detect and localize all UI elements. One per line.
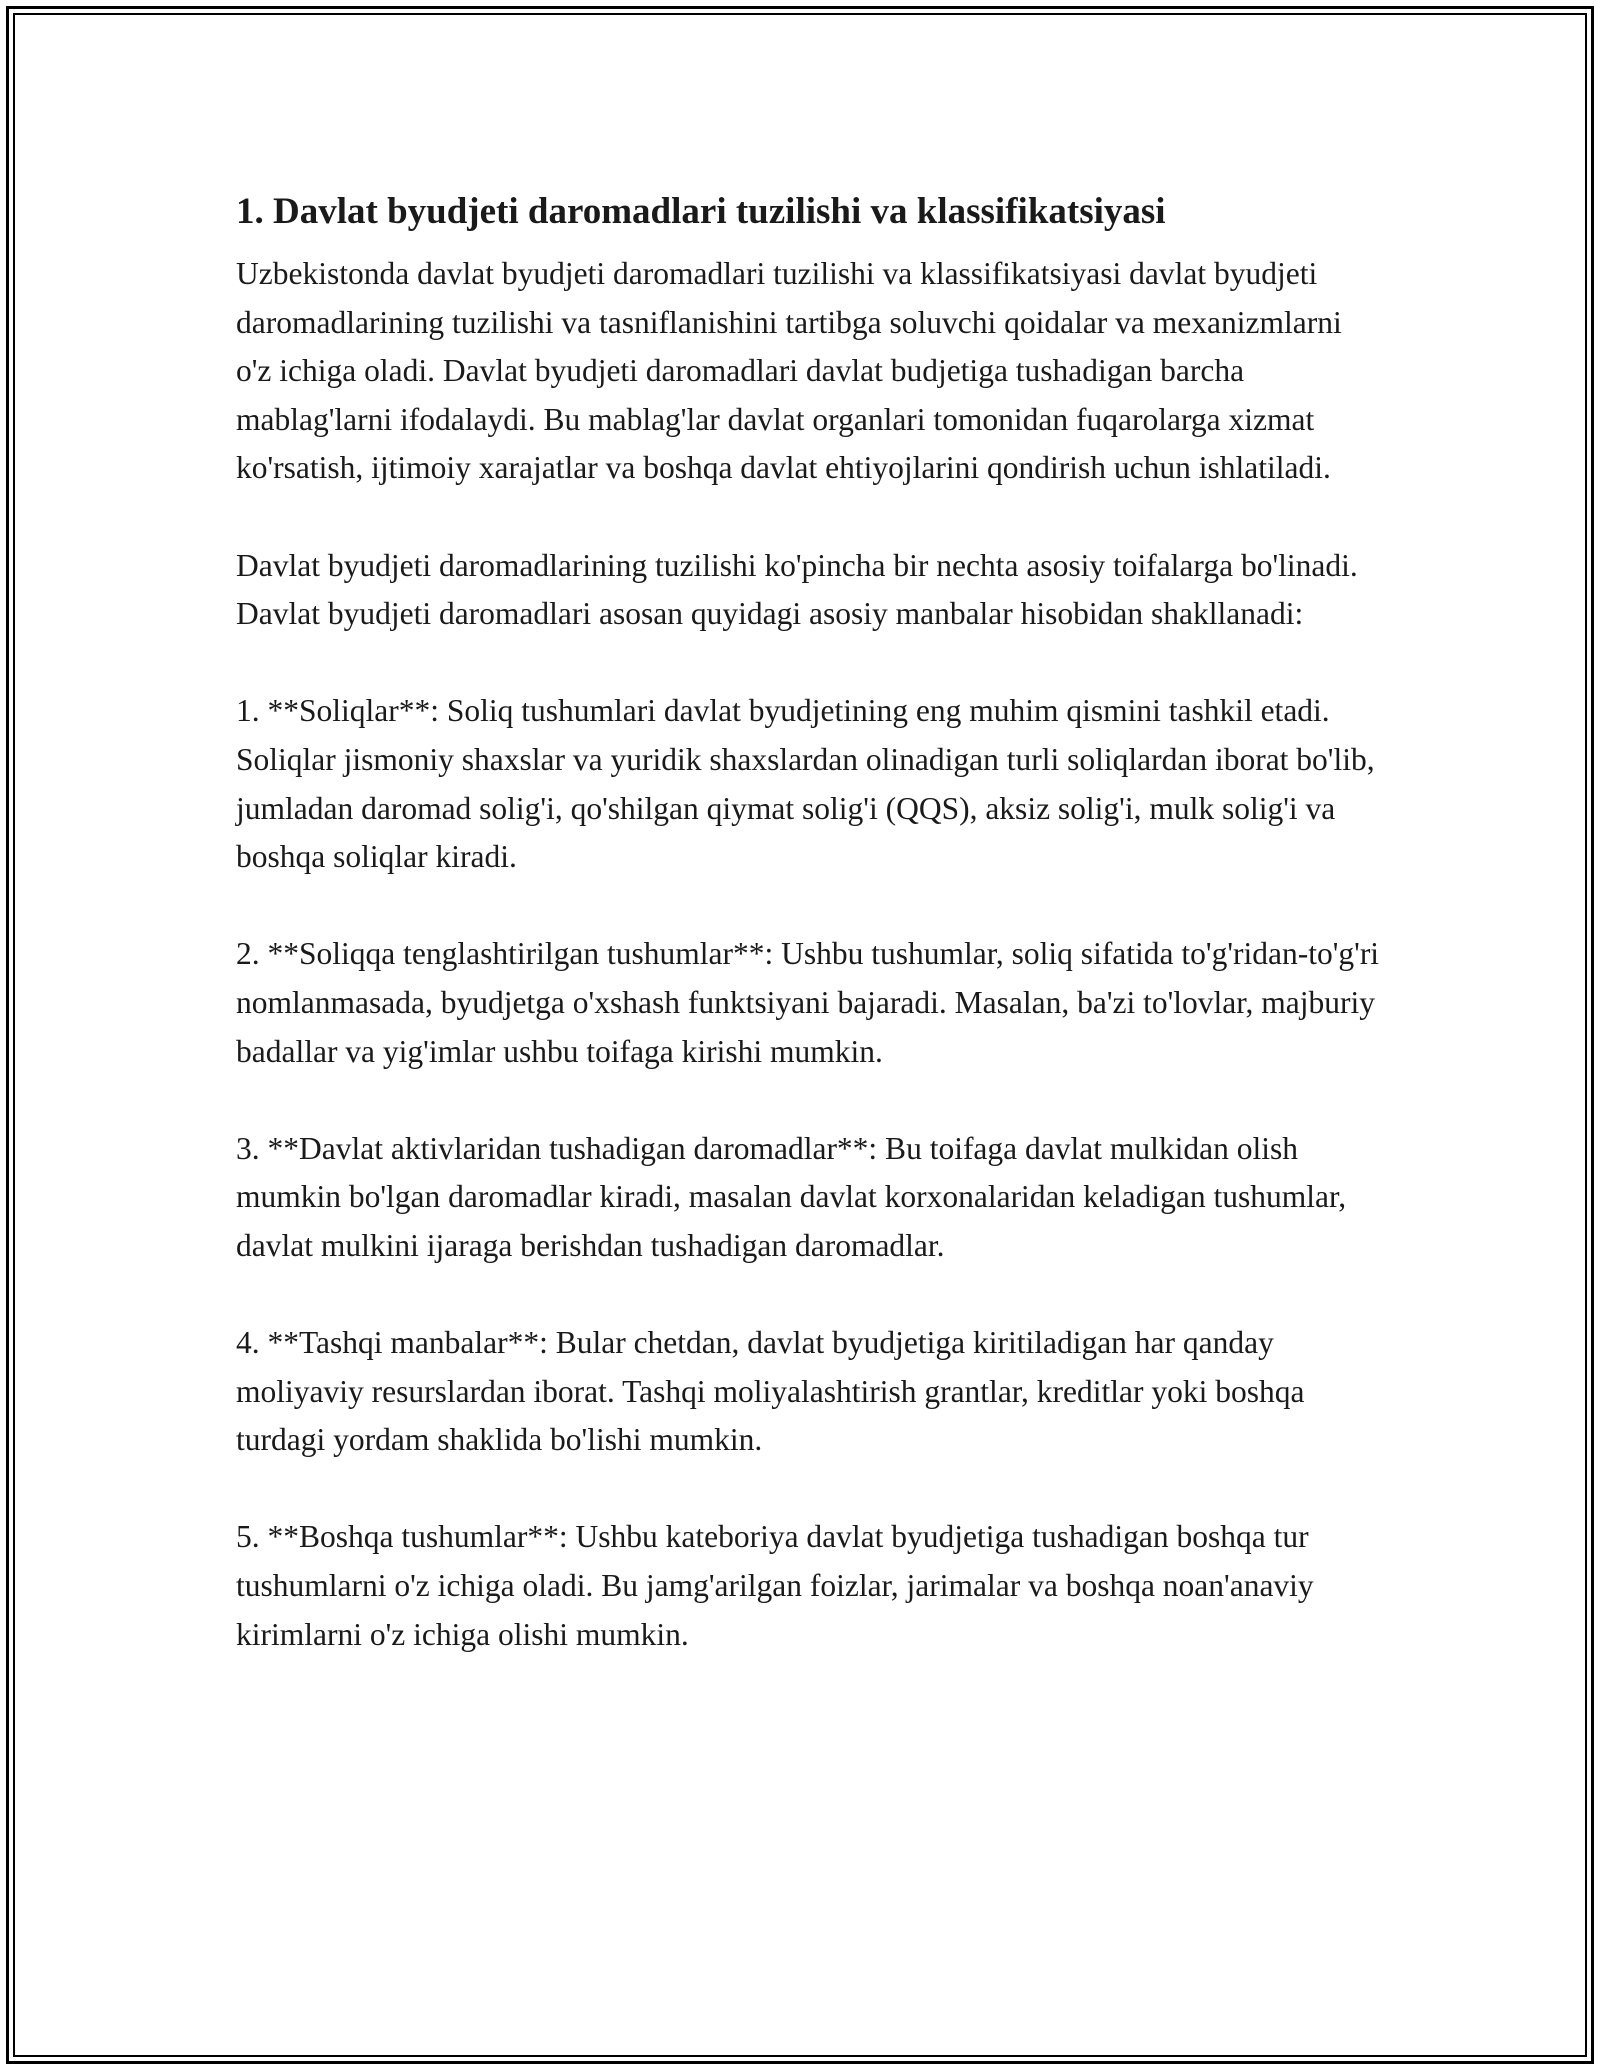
paragraph-intro: Uzbekistonda davlat byudjeti daromadlari tuzilishi va klassifikatsiyasi davlat byudjeti daromadlarining tuzilishi va tasniflanishini tartibga soluvchi qoidalar va mexanizmlarni o'z ichiga oladi. Davlat byudjeti daromadlari davlat budjetiga tushadigan barcha mablag'larni ifodalaydi. Bu mablag'lar davlat organlari tomonidan fuqarolarga xizmat ko'rsatish, ijtimoiy xarajatlar va boshqa davlat ehtiyojlarini qondirish uchun ishlatiladi. — [236, 256, 1342, 486]
document-body — [236, 186, 1384, 1708]
list-item-external-sources: 4. **Tashqi manbalar**: Bular chetdan, davlat byudjetiga kiritiladigan har qanday moliyaviy resurslardan iborat. Tashqi moliyalashtirish grantlar, kreditlar yoki boshqa turdagi yordam shaklida bo'lishi mumkin. — [236, 1325, 1305, 1458]
paragraph-structure: Davlat byudjeti daromadlarining tuzilishi ko'pincha bir nechta asosiy toifalarga bo'linadi. Davlat byudjeti daromadlari asosan quyidagi asosiy manbalar hisobidan shakllanadi: — [236, 547, 1358, 632]
list-item-state-asset-income: 3. **Davlat aktivlaridan tushadigan daromadlar**: Bu toifaga davlat mulkidan olish mumkin bo'lgan daromadlar kiradi, masalan davlat korxonalaridan keladigan tushumlar, davlat mulkini ijaraga berishdan tushadigan daromadlar. — [236, 1130, 1347, 1263]
list-item-taxes: 1. **Soliqlar**: Soliq tushumlari davlat byudjetining eng muhim qismini tashkil etadi. Soliqlar jismoniy shaxslar va yuridik shaxslardan olinadigan turli soliqlardan iborat bo'lib, jumladan daromad solig'i, qo'shilgan qiymat solig'i (QQS), aksiz solig'i, mulk solig'i va boshqa soliqlar kiradi. — [236, 693, 1375, 875]
list-item-tax-equivalent-receipts: 2. **Soliqqa tenglashtirilgan tushumlar**: Ushbu tushumlar, soliq sifatida to'g'ridan-to'g'ri nomlanmasada, byudjetga o'xshash funktsiyani bajaradi. Masalan, ba'zi to'lovlar, majburiy badallar va yig'imlar ushbu toifaga kirishi mumkin. — [236, 936, 1380, 1069]
list-item-other-receipts: 5. **Boshqa tushumlar**: Ushbu kateboriya davlat byudjetiga tushadigan boshqa tur tushumlarni o'z ichiga oladi. Bu jamg'arilgan foizlar, jarimalar va boshqa noan'anaviy kirimlarni o'z ichiga olishi mumkin. — [236, 1519, 1314, 1652]
document-title: 1. Davlat byudjeti daromadlari tuzilishi va klassifikatsiyasi — [236, 191, 1166, 232]
